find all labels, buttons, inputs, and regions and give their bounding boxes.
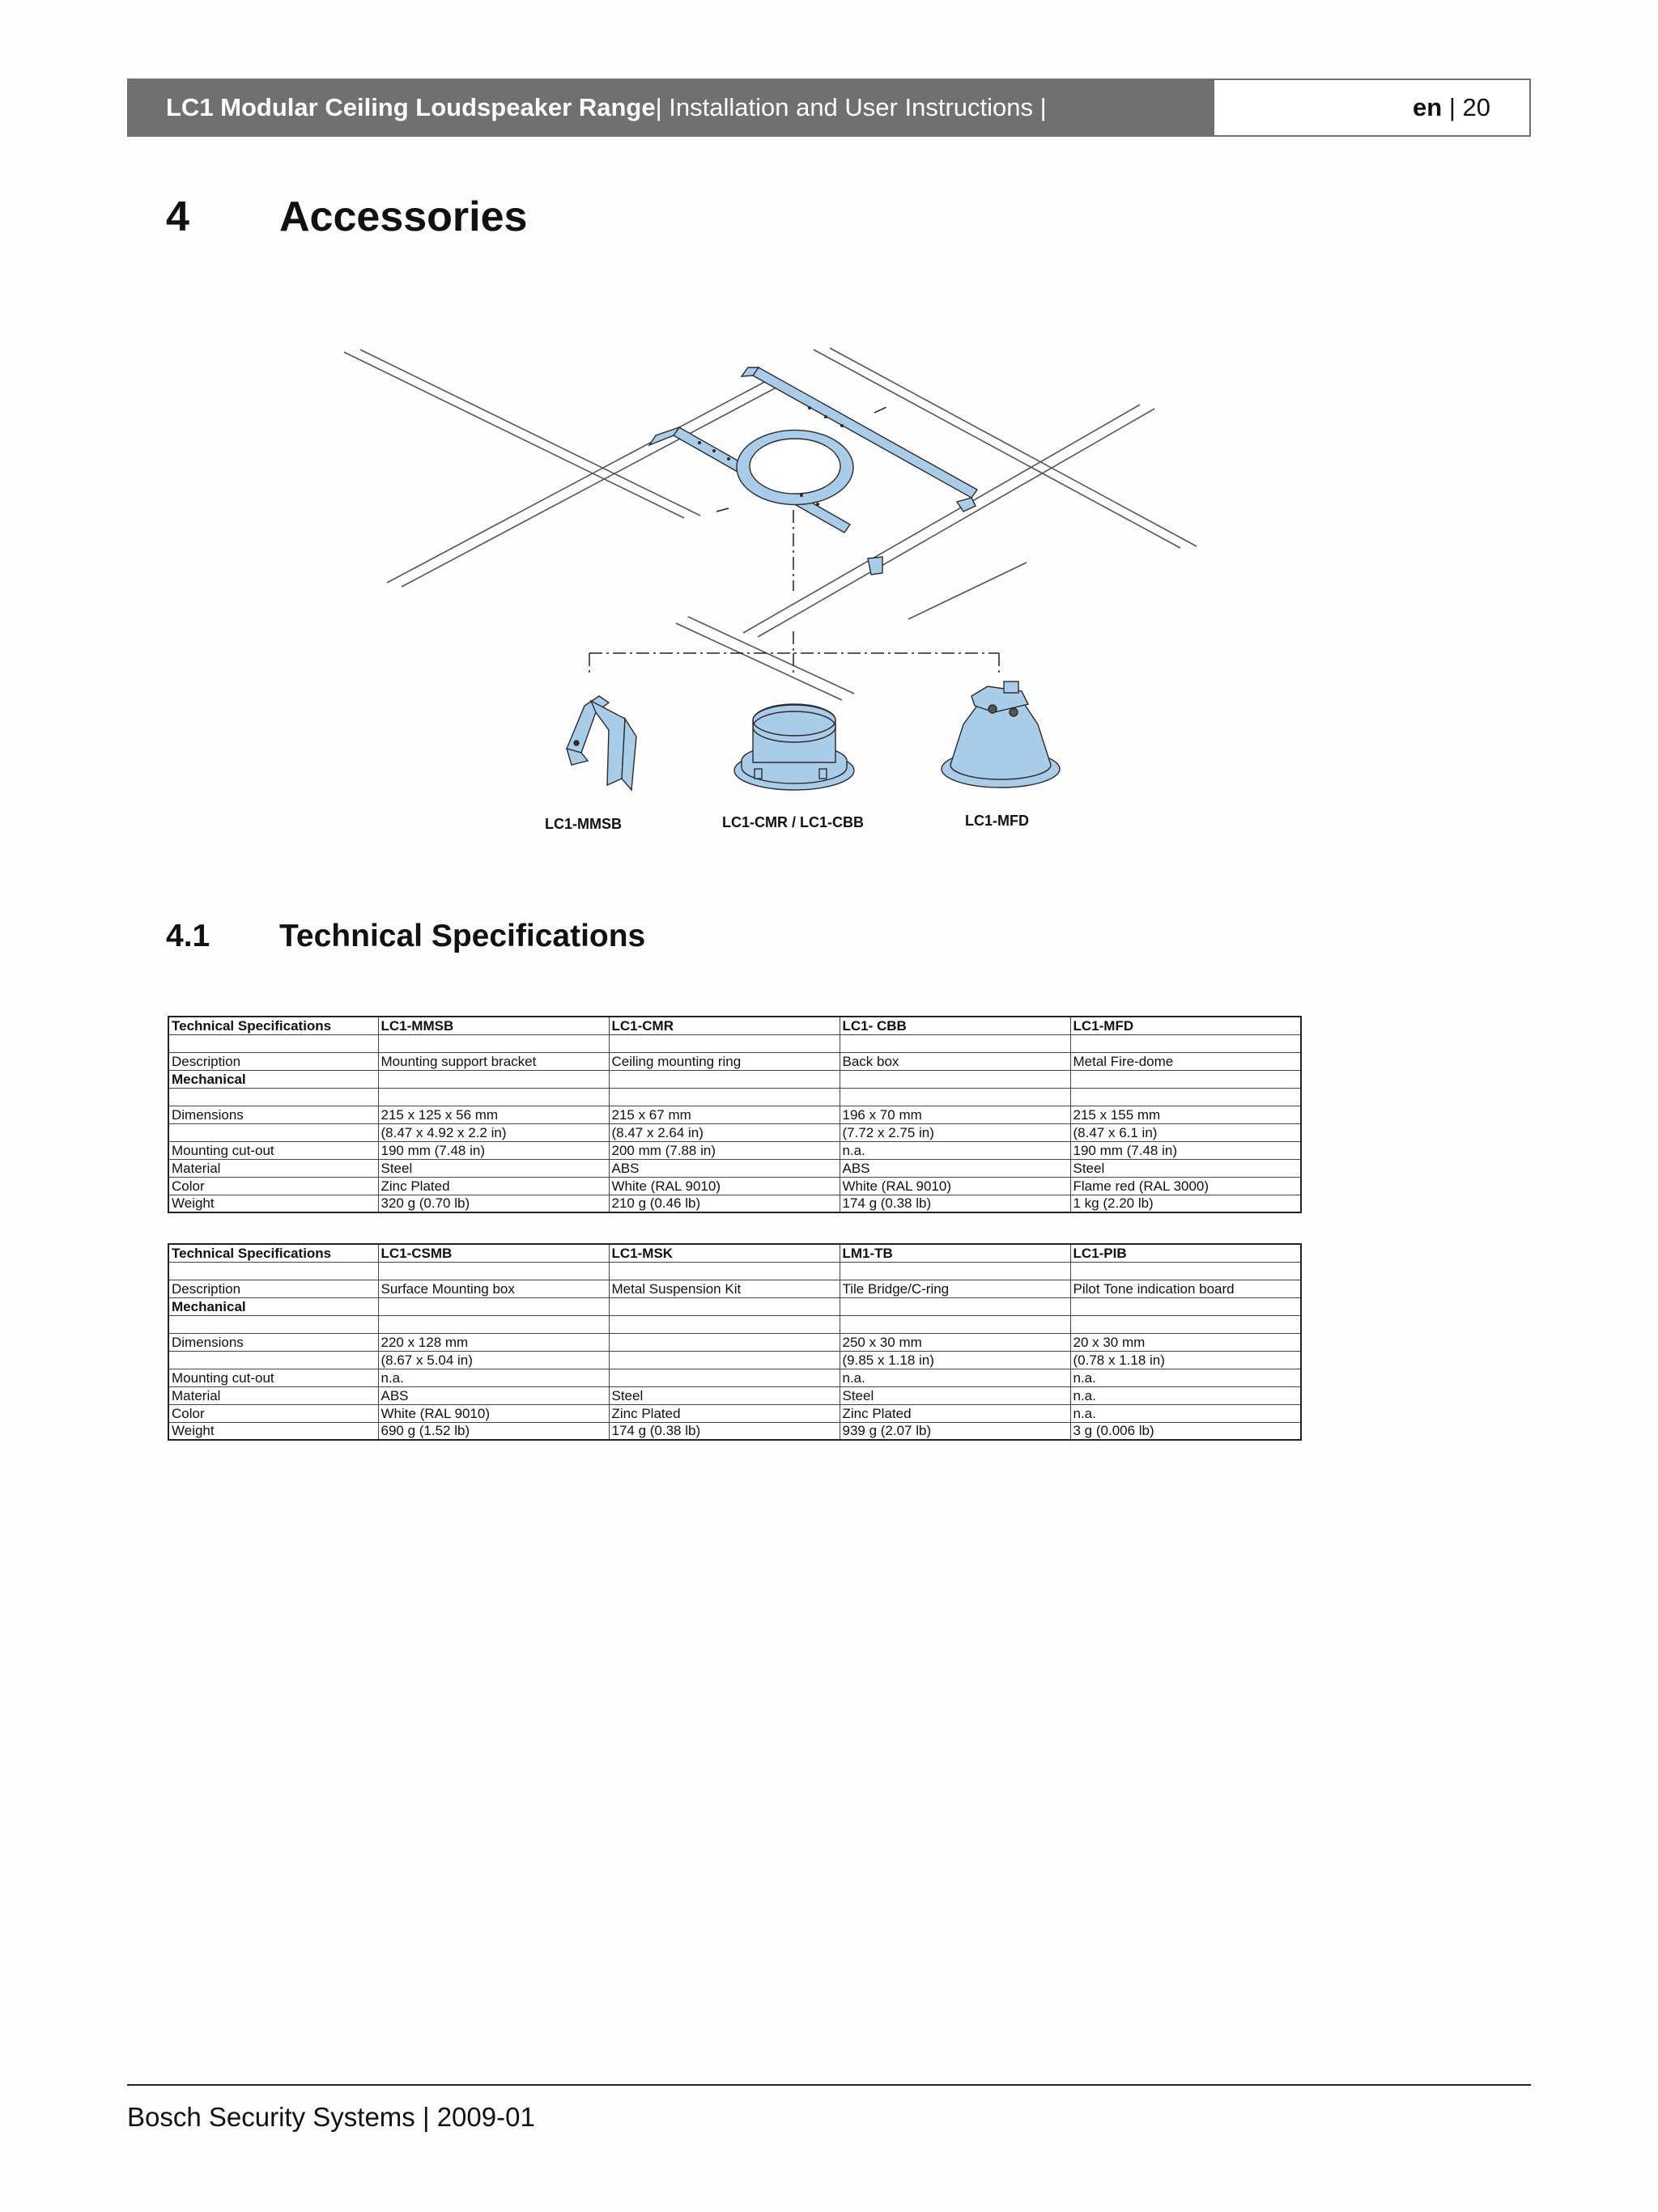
- table-cell: [840, 1088, 1070, 1106]
- table-cell: Mounting support bracket: [378, 1052, 609, 1070]
- table-cell: Zinc Plated: [609, 1404, 840, 1422]
- table-cell: 3 g (0.006 lb): [1070, 1422, 1301, 1440]
- table-row: [168, 1159, 1301, 1177]
- table-row: [168, 1315, 1301, 1333]
- table-row: [168, 1070, 1301, 1088]
- table-cell: [378, 1315, 609, 1333]
- table-row: [168, 1052, 1301, 1070]
- table-header-row: [168, 1017, 1301, 1034]
- lc1-mfd-drawing: [942, 681, 1060, 788]
- table-cell: [168, 1088, 378, 1106]
- table-header-cell: LC1-MFD: [1070, 1017, 1301, 1034]
- table-cell: (8.47 x 4.92 x 2.2 in): [378, 1123, 609, 1141]
- table-cell: 20 x 30 mm: [1070, 1333, 1301, 1351]
- table-cell: [609, 1351, 840, 1369]
- ceiling-installation-drawing: [324, 332, 1214, 850]
- table-row: [168, 1422, 1301, 1440]
- table-cell: [609, 1088, 840, 1106]
- table-cell: n.a.: [1070, 1404, 1301, 1422]
- table-row: [168, 1386, 1301, 1404]
- table-row: [168, 1351, 1301, 1369]
- table-cell: [1070, 1315, 1301, 1333]
- table-cell: ABS: [609, 1159, 840, 1177]
- table-cell: 210 g (0.46 lb): [609, 1195, 840, 1212]
- section-heading: [166, 193, 527, 241]
- table-row: [168, 1088, 1301, 1106]
- section-title: Accessories: [279, 193, 528, 240]
- table-cell: Mechanical: [168, 1297, 378, 1315]
- table-cell: Zinc Plated: [378, 1177, 609, 1195]
- table-cell: White (RAL 9010): [840, 1177, 1070, 1195]
- section-number: 4: [166, 193, 189, 240]
- lc1-mmsb-bracket-drawing: [567, 696, 636, 790]
- ceiling-grid: [344, 348, 1197, 700]
- table-cell: [609, 1297, 840, 1315]
- table-cell: Surface Mounting box: [378, 1280, 609, 1297]
- page-number: 20: [1462, 93, 1490, 121]
- table-cell: 1 kg (2.20 lb): [1070, 1195, 1301, 1212]
- table-header-cell: Technical Specifications: [168, 1244, 378, 1262]
- subsection-heading: [166, 919, 645, 954]
- table-cell: Dimensions: [168, 1106, 378, 1123]
- table-cell: ABS: [378, 1386, 609, 1404]
- table-cell: Mounting cut-out: [168, 1369, 378, 1386]
- table-cell: Dimensions: [168, 1333, 378, 1351]
- table-cell: n.a.: [840, 1141, 1070, 1159]
- table-cell: 200 mm (7.88 in): [609, 1141, 840, 1159]
- figure-label-lc1-mfd: LC1-MFD: [965, 813, 1029, 829]
- table-cell: Description: [168, 1052, 378, 1070]
- table-cell: [168, 1262, 378, 1280]
- table-cell: 196 x 70 mm: [840, 1106, 1070, 1123]
- table-cell: [1070, 1297, 1301, 1315]
- table-cell: 215 x 67 mm: [609, 1106, 840, 1123]
- table-row: [168, 1369, 1301, 1386]
- subsection-number: 4.1: [166, 919, 210, 953]
- table-cell: Steel: [1070, 1159, 1301, 1177]
- page-header: [127, 79, 1531, 137]
- table-cell: [378, 1262, 609, 1280]
- table-cell: [1070, 1088, 1301, 1106]
- table-cell: [378, 1070, 609, 1088]
- table-header-row: [168, 1244, 1301, 1262]
- table-cell: ABS: [840, 1159, 1070, 1177]
- table-header-cell: LC1-MMSB: [378, 1017, 609, 1034]
- table-cell: Mounting cut-out: [168, 1141, 378, 1159]
- spec-table-1: [168, 1016, 1302, 1213]
- table-cell: [609, 1070, 840, 1088]
- table-cell: [168, 1123, 378, 1141]
- table-cell: [609, 1333, 840, 1351]
- table-cell: [378, 1034, 609, 1052]
- table-row: [168, 1106, 1301, 1123]
- table-cell: Mechanical: [168, 1070, 378, 1088]
- table-header-cell: LC1-CMR: [609, 1017, 840, 1034]
- table-cell: [378, 1088, 609, 1106]
- table-cell: n.a.: [378, 1369, 609, 1386]
- table-header-cell: LC1-CSMB: [378, 1244, 609, 1262]
- ceiling-mount-assembly: [649, 367, 977, 575]
- table-cell: Ceiling mounting ring: [609, 1052, 840, 1070]
- table-cell: Weight: [168, 1422, 378, 1440]
- table-cell: 174 g (0.38 lb): [609, 1422, 840, 1440]
- language-code: en: [1413, 93, 1443, 121]
- table-cell: [609, 1262, 840, 1280]
- table-cell: (8.67 x 5.04 in): [378, 1351, 609, 1369]
- table-cell: [1070, 1070, 1301, 1088]
- table-header-cell: LC1-PIB: [1070, 1244, 1301, 1262]
- table-row: [168, 1034, 1301, 1052]
- table-cell: [168, 1315, 378, 1333]
- table-cell: Flame red (RAL 3000): [1070, 1177, 1301, 1195]
- lc1-cmr-cbb-drawing: [734, 704, 854, 790]
- table-cell: 939 g (2.07 lb): [840, 1422, 1070, 1440]
- table-cell: 215 x 125 x 56 mm: [378, 1106, 609, 1123]
- page-separator: |: [1442, 93, 1463, 121]
- header-page-box: [1213, 79, 1531, 137]
- table-cell: Description: [168, 1280, 378, 1297]
- table-cell: [1070, 1034, 1301, 1052]
- table-cell: [378, 1297, 609, 1315]
- table-cell: Zinc Plated: [840, 1404, 1070, 1422]
- table-cell: 174 g (0.38 lb): [840, 1195, 1070, 1212]
- table-cell: Pilot Tone indication board: [1070, 1280, 1301, 1297]
- table-header-cell: LM1-TB: [840, 1244, 1070, 1262]
- table-header-cell: LC1- CBB: [840, 1017, 1070, 1034]
- page-footer: Bosch Security Systems | 2009-01: [127, 2102, 535, 2132]
- table-cell: (0.78 x 1.18 in): [1070, 1351, 1301, 1369]
- table-header-cell: LC1-MSK: [609, 1244, 840, 1262]
- table-cell: Steel: [609, 1386, 840, 1404]
- spec-table-2: [168, 1243, 1302, 1441]
- table-cell: [609, 1034, 840, 1052]
- table-cell: 190 mm (7.48 in): [1070, 1141, 1301, 1159]
- footer-rule: [127, 2084, 1531, 2086]
- table-cell: Color: [168, 1177, 378, 1195]
- table-cell: Metal Fire-dome: [1070, 1052, 1301, 1070]
- subsection-title: Technical Specifications: [279, 919, 646, 953]
- table-cell: Tile Bridge/C-ring: [840, 1280, 1070, 1297]
- table-cell: 220 x 128 mm: [378, 1333, 609, 1351]
- table-cell: [840, 1297, 1070, 1315]
- table-cell: [609, 1369, 840, 1386]
- table-cell: Weight: [168, 1195, 378, 1212]
- table-row: [168, 1262, 1301, 1280]
- table-cell: [840, 1034, 1070, 1052]
- table-cell: [168, 1351, 378, 1369]
- table-cell: n.a.: [1070, 1369, 1301, 1386]
- figure-label-lc1-cmr-cbb: LC1-CMR / LC1-CBB: [722, 814, 864, 830]
- table-cell: (8.47 x 6.1 in): [1070, 1123, 1301, 1141]
- table-cell: [840, 1262, 1070, 1280]
- table-cell: Steel: [378, 1159, 609, 1177]
- table-cell: [168, 1034, 378, 1052]
- table-cell: 250 x 30 mm: [840, 1333, 1070, 1351]
- figure-label-lc1-mmsb: LC1-MMSB: [545, 816, 622, 832]
- table-row: [168, 1195, 1301, 1212]
- table-row: [168, 1333, 1301, 1351]
- table-cell: (7.72 x 2.75 in): [840, 1123, 1070, 1141]
- table-row: [168, 1123, 1301, 1141]
- table-cell: Back box: [840, 1052, 1070, 1070]
- table-row: [168, 1141, 1301, 1159]
- accessories-figure: [324, 332, 1214, 850]
- document-subtitle: | Installation and User Instructions |: [655, 93, 1047, 121]
- document-title: LC1 Modular Ceiling Loudspeaker Range: [166, 93, 656, 121]
- header-title-bar: [127, 79, 1213, 137]
- table-cell: Material: [168, 1159, 378, 1177]
- table-cell: [609, 1315, 840, 1333]
- table-cell: White (RAL 9010): [378, 1404, 609, 1422]
- table-cell: Metal Suspension Kit: [609, 1280, 840, 1297]
- table-cell: White (RAL 9010): [609, 1177, 840, 1195]
- table-cell: 320 g (0.70 lb): [378, 1195, 609, 1212]
- table-row: [168, 1297, 1301, 1315]
- table-row: [168, 1280, 1301, 1297]
- table-cell: (9.85 x 1.18 in): [840, 1351, 1070, 1369]
- table-cell: Material: [168, 1386, 378, 1404]
- table-header-cell: Technical Specifications: [168, 1017, 378, 1034]
- table-cell: Color: [168, 1404, 378, 1422]
- table-row: [168, 1177, 1301, 1195]
- table-cell: (8.47 x 2.64 in): [609, 1123, 840, 1141]
- table-cell: [840, 1070, 1070, 1088]
- table-cell: [840, 1315, 1070, 1333]
- table-cell: 690 g (1.52 lb): [378, 1422, 609, 1440]
- table-cell: n.a.: [840, 1369, 1070, 1386]
- table-row: [168, 1404, 1301, 1422]
- table-cell: Steel: [840, 1386, 1070, 1404]
- table-cell: 190 mm (7.48 in): [378, 1141, 609, 1159]
- table-cell: 215 x 155 mm: [1070, 1106, 1301, 1123]
- table-cell: n.a.: [1070, 1386, 1301, 1404]
- table-cell: [1070, 1262, 1301, 1280]
